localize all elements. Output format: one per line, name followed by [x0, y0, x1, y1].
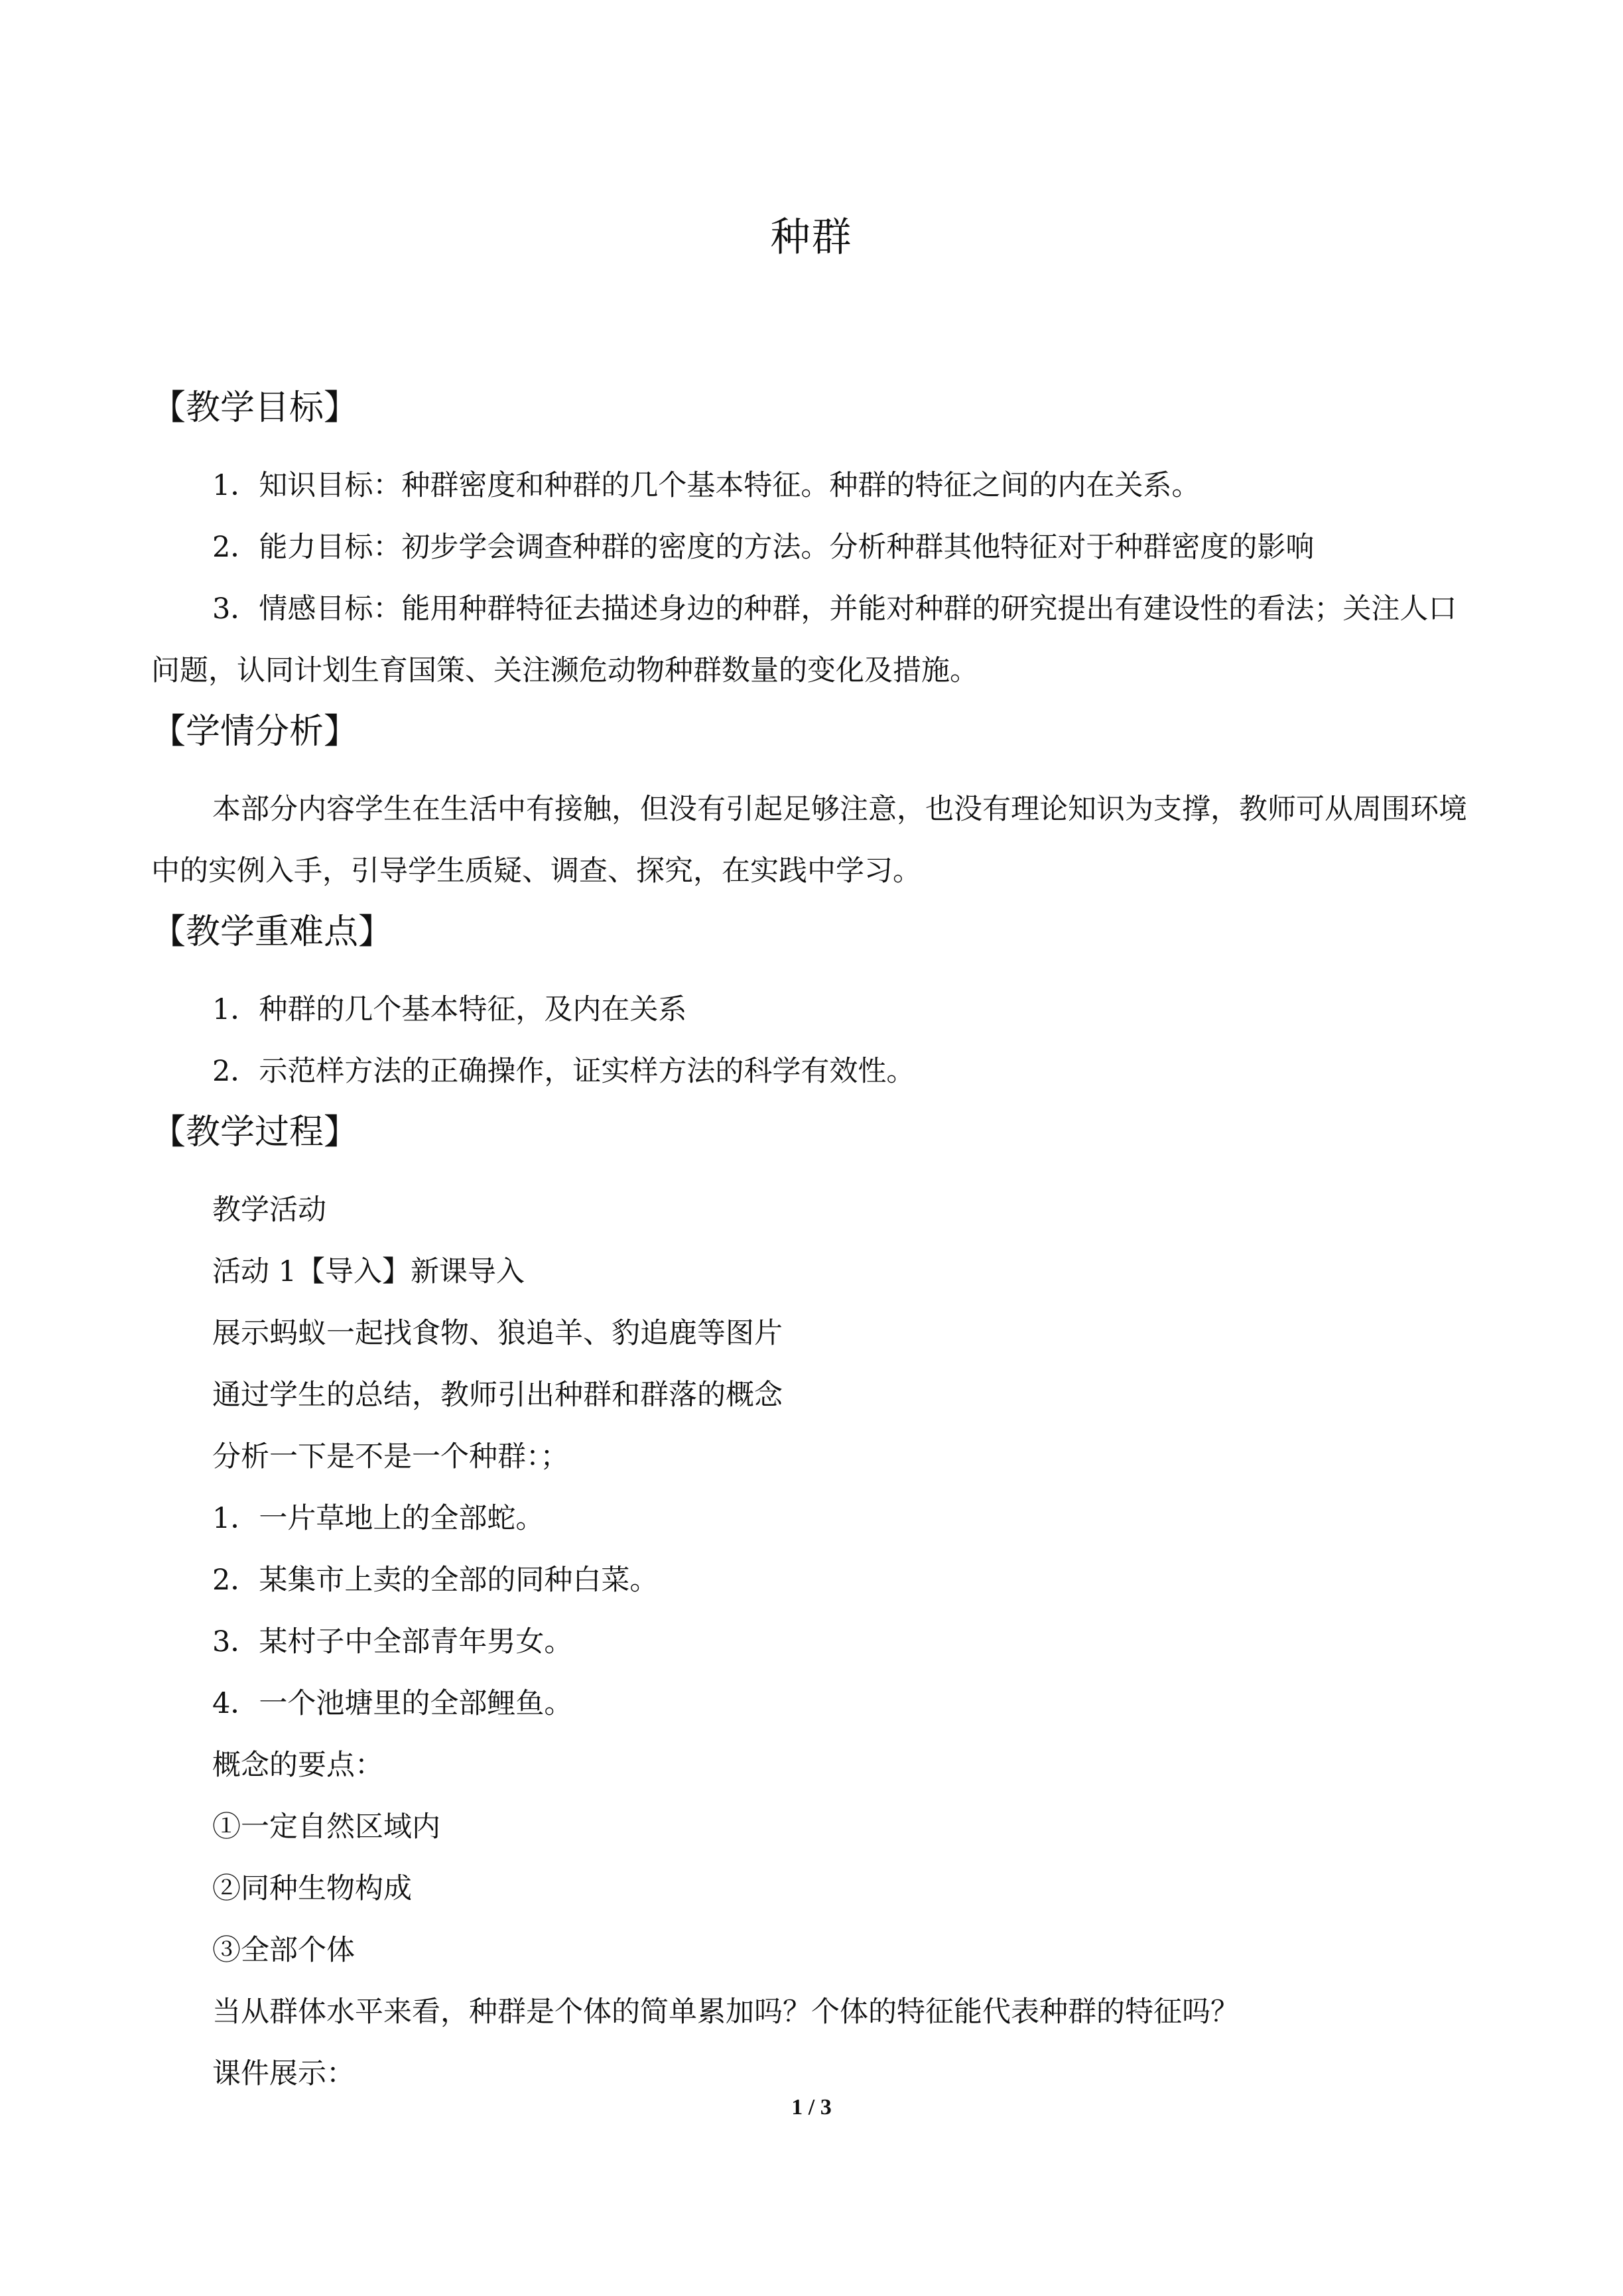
analysis-text: 本部分内容学生在生活中有接触，但没有引起足够注意，也没有理论知识为支撑，教师可从周围环境中的实例入手，引导学生质疑、调查、探究，在实践中学习。: [151, 793, 1467, 888]
key-point-item: 1．种群的几个基本特征，及内在关系: [212, 993, 687, 1026]
process-line: 通过学生的总结，教师引出种群和群落的概念: [212, 1379, 783, 1412]
section-heading-process: 【教学过程】: [151, 1113, 359, 1152]
goal-item: 2．能力目标：初步学会调查种群的密度的方法。分析种群其他特征对于种群密度的影响: [212, 531, 1315, 564]
goal-item: 3．情感目标：能用种群特征去描述身边的种群，并能对种群的研究提出有建设性的看法；关注人口问题，认同计划生育国策、关注濒危动物种群数量的变化及措施。: [151, 592, 1457, 687]
process-line: ②同种生物构成: [212, 1872, 412, 1905]
process-line: 活动 1【导入】新课导入: [212, 1255, 525, 1288]
document-body: [151, 378, 1484, 2105]
process-line: 概念的要点：: [212, 1749, 383, 1782]
process-line: 当从群体水平来看，种群是个体的简单累加吗？个体的特征能代表种群的特征吗？: [212, 1995, 1239, 2029]
page-number: 1 / 3: [791, 2095, 832, 2120]
process-line: 2．某集市上卖的全部的同种白菜。: [212, 1564, 659, 1597]
process-line: ③全部个体: [212, 1934, 355, 1967]
process-line: 教学活动: [212, 1193, 326, 1227]
page-title: 种群: [770, 214, 853, 261]
process-line: 展示蚂蚁一起找食物、狼追羊、豹追鹿等图片: [212, 1317, 783, 1350]
goal-item: 1．知识目标：种群密度和种群的几个基本特征。种群的特征之间的内在关系。: [212, 469, 1201, 502]
process-line: 分析一下是不是一个种群：；: [212, 1440, 569, 1473]
process-line: 1．一片草地上的全部蛇。: [212, 1502, 545, 1535]
section-heading-analysis: 【学情分析】: [151, 712, 359, 752]
key-point-item: 2．示范样方法的正确操作，证实样方法的科学有效性。: [212, 1055, 915, 1088]
section-heading-goals: 【教学目标】: [151, 388, 359, 428]
process-line: ①一定自然区域内: [212, 1810, 440, 1844]
section-heading-key-points: 【教学重难点】: [151, 912, 393, 952]
process-line: 课件展示：: [212, 2057, 355, 2090]
process-line: 3．某村子中全部青年男女。: [212, 1625, 573, 1658]
process-line: 4．一个池塘里的全部鲤鱼。: [212, 1687, 573, 1720]
